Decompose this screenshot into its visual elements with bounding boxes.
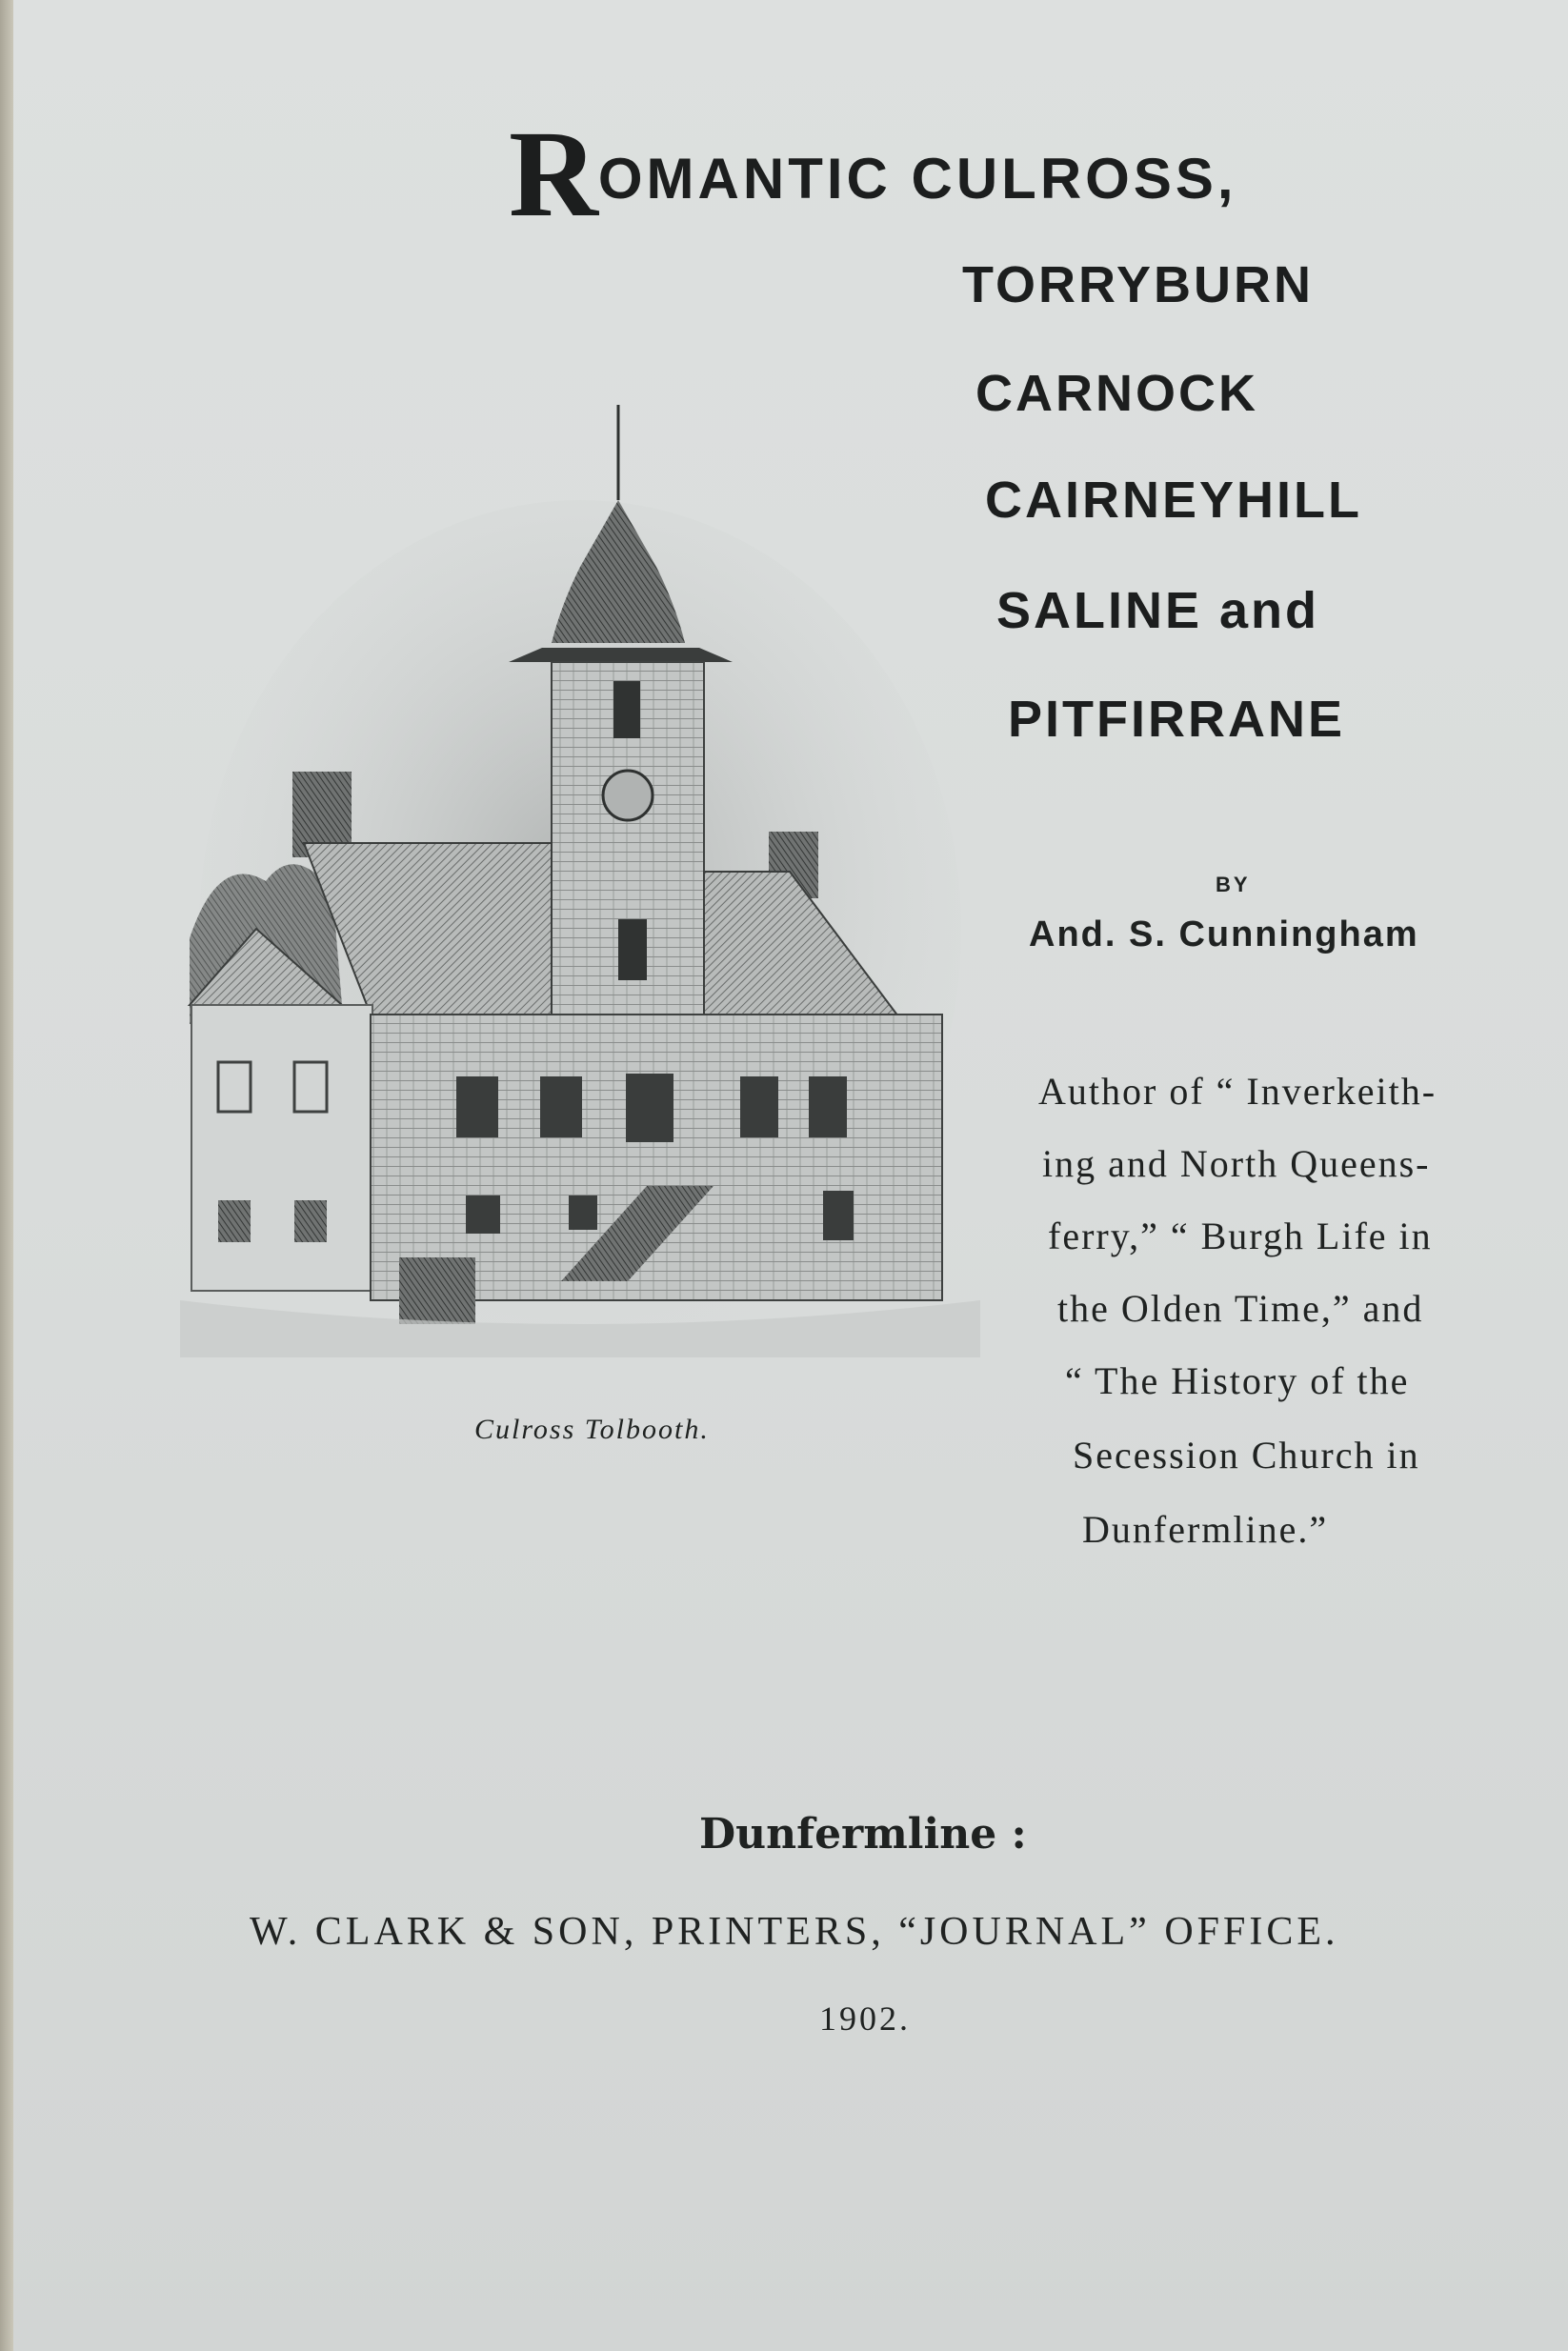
- illustration-caption: Culross Tolbooth.: [474, 1414, 710, 1445]
- author-blurb-line: ing and North Queens-: [1042, 1142, 1431, 1185]
- title-line-2: TORRYBURN: [962, 256, 1315, 313]
- tolbooth-engraving-icon: [180, 395, 980, 1367]
- title-line-1: [509, 106, 1237, 243]
- title-decorative-initial: R: [509, 106, 598, 243]
- title-line-4: CAIRNEYHILL: [985, 472, 1362, 529]
- author-name: And. S. Cunningham: [1029, 914, 1419, 954]
- imprint-year: 1902.: [819, 1999, 911, 2038]
- imprint-place: Dunfermline :: [699, 1810, 1027, 1859]
- author-blurb-line: ferry,” “ Burgh Life in: [1048, 1215, 1433, 1257]
- author-blurb-line: Dunfermline.”: [1082, 1508, 1329, 1551]
- title-line-1-rest: OMANTIC CULROSS,: [597, 147, 1237, 211]
- imprint-printer: W. CLARK & SON, PRINTERS, “JOURNAL” OFFICE.: [250, 1910, 1339, 1954]
- author-blurb-line: the Olden Time,” and: [1057, 1287, 1424, 1330]
- title-line-6: PITFIRRANE: [1008, 691, 1345, 748]
- byline-by: BY: [1216, 873, 1251, 896]
- author-blurb-line: “ The History of the: [1065, 1359, 1410, 1402]
- author-blurb-line: Secession Church in: [1073, 1434, 1420, 1477]
- author-blurb-line: Author of “ Inverkeith-: [1038, 1070, 1437, 1113]
- title-line-5: SALINE and: [996, 582, 1320, 639]
- title-page: [13, 0, 1568, 2351]
- title-line-3: CARNOCK: [975, 365, 1258, 422]
- tolbooth-illustration: [180, 395, 980, 1367]
